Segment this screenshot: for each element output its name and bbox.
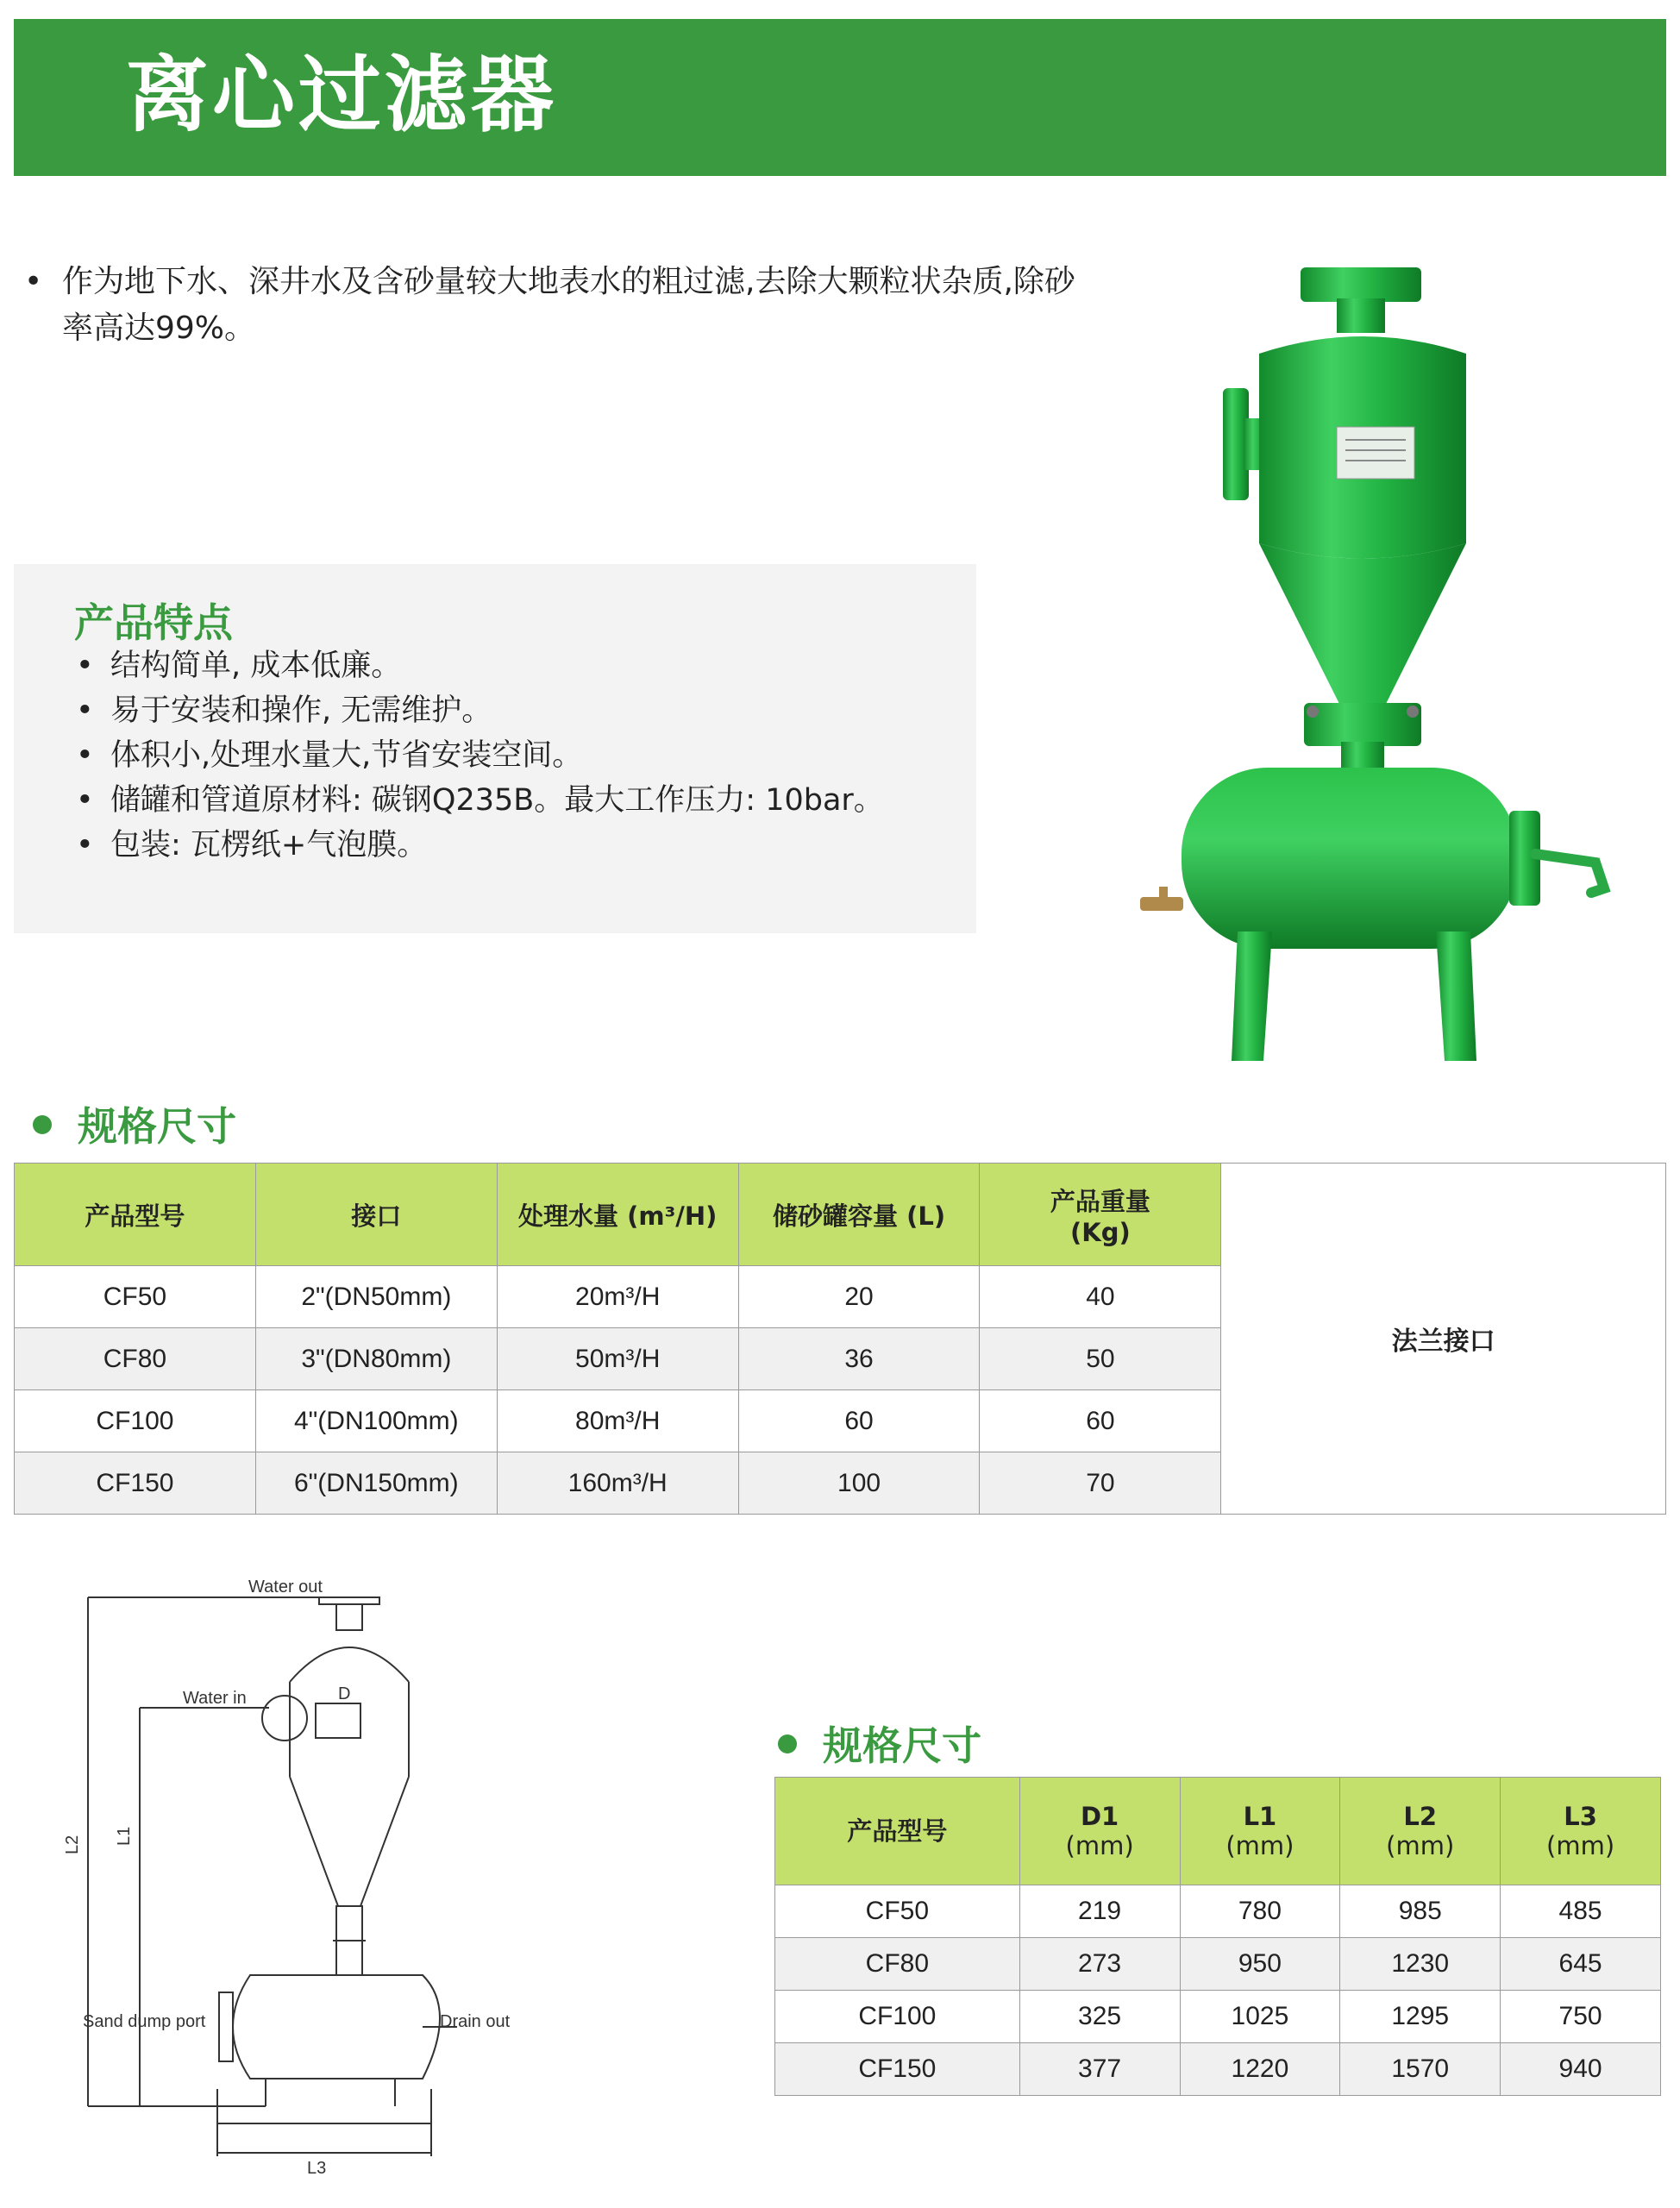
- weight-label: 产品重量: [1050, 1186, 1150, 1216]
- cell-connection: 2"(DN50mm): [255, 1266, 497, 1328]
- cell-model: CF80: [775, 1938, 1020, 1991]
- intro-text: 作为地下水、深井水及含砂量较大地表水的粗过滤,去除大颗粒状杂质,除砂率高达99%。: [62, 264, 1075, 346]
- cell-l1: 780: [1180, 1885, 1340, 1938]
- features-title: 产品特点: [74, 599, 233, 646]
- feature-item: • 包装: 瓦楞纸+气泡膜。: [76, 823, 884, 868]
- cell-l2: 985: [1340, 1885, 1501, 1938]
- cell-weight: 50: [980, 1328, 1221, 1390]
- cell-connection: 3"(DN80mm): [255, 1328, 497, 1390]
- cell-l2: 1570: [1340, 2043, 1501, 2096]
- label-d: D: [338, 1684, 351, 1703]
- table-row: [775, 1885, 1661, 1938]
- product-image: [1130, 259, 1647, 1061]
- header-unit: (mm): [1546, 1831, 1615, 1860]
- col-header-connection: 接口: [255, 1164, 497, 1266]
- table-header-row: [775, 1778, 1661, 1885]
- cell-flow: 160m³/H: [497, 1452, 738, 1515]
- cell-connection: 6"(DN150mm): [255, 1452, 497, 1515]
- cell-model: CF80: [15, 1328, 256, 1390]
- weight-unit: (Kg): [1070, 1217, 1131, 1247]
- cell-weight: 60: [980, 1390, 1221, 1452]
- cell-l1: 950: [1180, 1938, 1340, 1991]
- dimension-section-title-text: 规格尺寸: [823, 1722, 981, 1769]
- spec-section-title: [33, 1095, 236, 1152]
- col-header-d1: [1019, 1778, 1180, 1885]
- cell-l3: 645: [1501, 1938, 1661, 1991]
- cell-capacity: 36: [738, 1328, 980, 1390]
- dimension-section-title: [778, 1715, 981, 1772]
- col-header-weight: [980, 1164, 1221, 1266]
- cell-weight: 40: [980, 1266, 1221, 1328]
- label-l1: L1: [115, 1826, 134, 1846]
- label-sand-dump: Sand dump port: [83, 2012, 206, 2031]
- title-banner: [14, 19, 1666, 176]
- col-header-l3: [1501, 1778, 1661, 1885]
- cell-l3: 940: [1501, 2043, 1661, 2096]
- page-title: 离心过滤器: [126, 47, 557, 143]
- cell-l2: 1230: [1340, 1938, 1501, 1991]
- cell-d1: 219: [1019, 1885, 1180, 1938]
- section-bullet-icon: [778, 1734, 797, 1753]
- col-header-l1: [1180, 1778, 1340, 1885]
- cell-model: CF150: [775, 2043, 1020, 2096]
- cell-model: CF100: [775, 1991, 1020, 2043]
- cell-flow: 80m³/H: [497, 1390, 738, 1452]
- header-name: L1: [1243, 1802, 1277, 1831]
- section-bullet-icon: [33, 1115, 52, 1134]
- cell-d1: 273: [1019, 1938, 1180, 1991]
- col-header-capacity: 储砂罐容量 (L): [738, 1164, 980, 1266]
- cell-capacity: 60: [738, 1390, 980, 1452]
- feature-item: • 易于安装和操作, 无需维护。: [76, 688, 884, 733]
- cell-l3: 750: [1501, 1991, 1661, 2043]
- dimension-diagram: [52, 1561, 535, 2182]
- col-header-flow: 处理水量 (m³/H): [497, 1164, 738, 1266]
- cell-model: CF50: [775, 1885, 1020, 1938]
- cell-d1: 325: [1019, 1991, 1180, 2043]
- features-list: [76, 643, 884, 868]
- cell-flow: 20m³/H: [497, 1266, 738, 1328]
- cell-l3: 485: [1501, 1885, 1661, 1938]
- header-unit: (mm): [1065, 1831, 1134, 1860]
- header-name: D1: [1080, 1802, 1119, 1831]
- feature-item: • 结构简单, 成本低廉。: [76, 643, 884, 688]
- spec-table: [14, 1163, 1666, 1515]
- spec-section-title-text: 规格尺寸: [78, 1103, 236, 1150]
- col-header-model: 产品型号: [15, 1164, 256, 1266]
- cell-capacity: 20: [738, 1266, 980, 1328]
- cell-model: CF150: [15, 1452, 256, 1515]
- label-drain-out: Drain out: [440, 2012, 511, 2031]
- cell-l1: 1220: [1180, 2043, 1340, 2096]
- header-name: L3: [1564, 1802, 1597, 1831]
- dimension-table: [774, 1777, 1661, 2096]
- table-row: [775, 1938, 1661, 1991]
- cell-d1: 377: [1019, 2043, 1180, 2096]
- features-box: [14, 564, 976, 933]
- intro-paragraph: [24, 259, 1076, 352]
- header-name: L2: [1403, 1802, 1438, 1831]
- table-header-row: [15, 1164, 1666, 1266]
- cell-weight: 70: [980, 1452, 1221, 1515]
- col-header-model: 产品型号: [775, 1778, 1020, 1885]
- feature-item: • 体积小,处理水量大,节省安装空间。: [76, 733, 884, 778]
- cell-flow: 50m³/H: [497, 1328, 738, 1390]
- table-row: [775, 2043, 1661, 2096]
- col-header-l2: [1340, 1778, 1501, 1885]
- intro-bullet: •: [24, 264, 43, 299]
- label-water-out: Water out: [248, 1578, 323, 1596]
- cell-l2: 1295: [1340, 1991, 1501, 2043]
- feature-item: • 储罐和管道原材料: 碳钢Q235B。最大工作压力: 10bar。: [76, 778, 884, 823]
- table-row: [775, 1991, 1661, 2043]
- label-l3: L3: [307, 2159, 327, 2178]
- label-water-in: Water in: [183, 1689, 247, 1708]
- header-unit: (mm): [1386, 1831, 1455, 1860]
- cell-capacity: 100: [738, 1452, 980, 1515]
- cell-model: CF100: [15, 1390, 256, 1452]
- cell-l1: 1025: [1180, 1991, 1340, 2043]
- header-unit: (mm): [1226, 1831, 1294, 1860]
- cell-model: CF50: [15, 1266, 256, 1328]
- cell-connection: 4"(DN100mm): [255, 1390, 497, 1452]
- label-l2: L2: [63, 1835, 82, 1854]
- merged-note: 法兰接口: [1221, 1164, 1666, 1515]
